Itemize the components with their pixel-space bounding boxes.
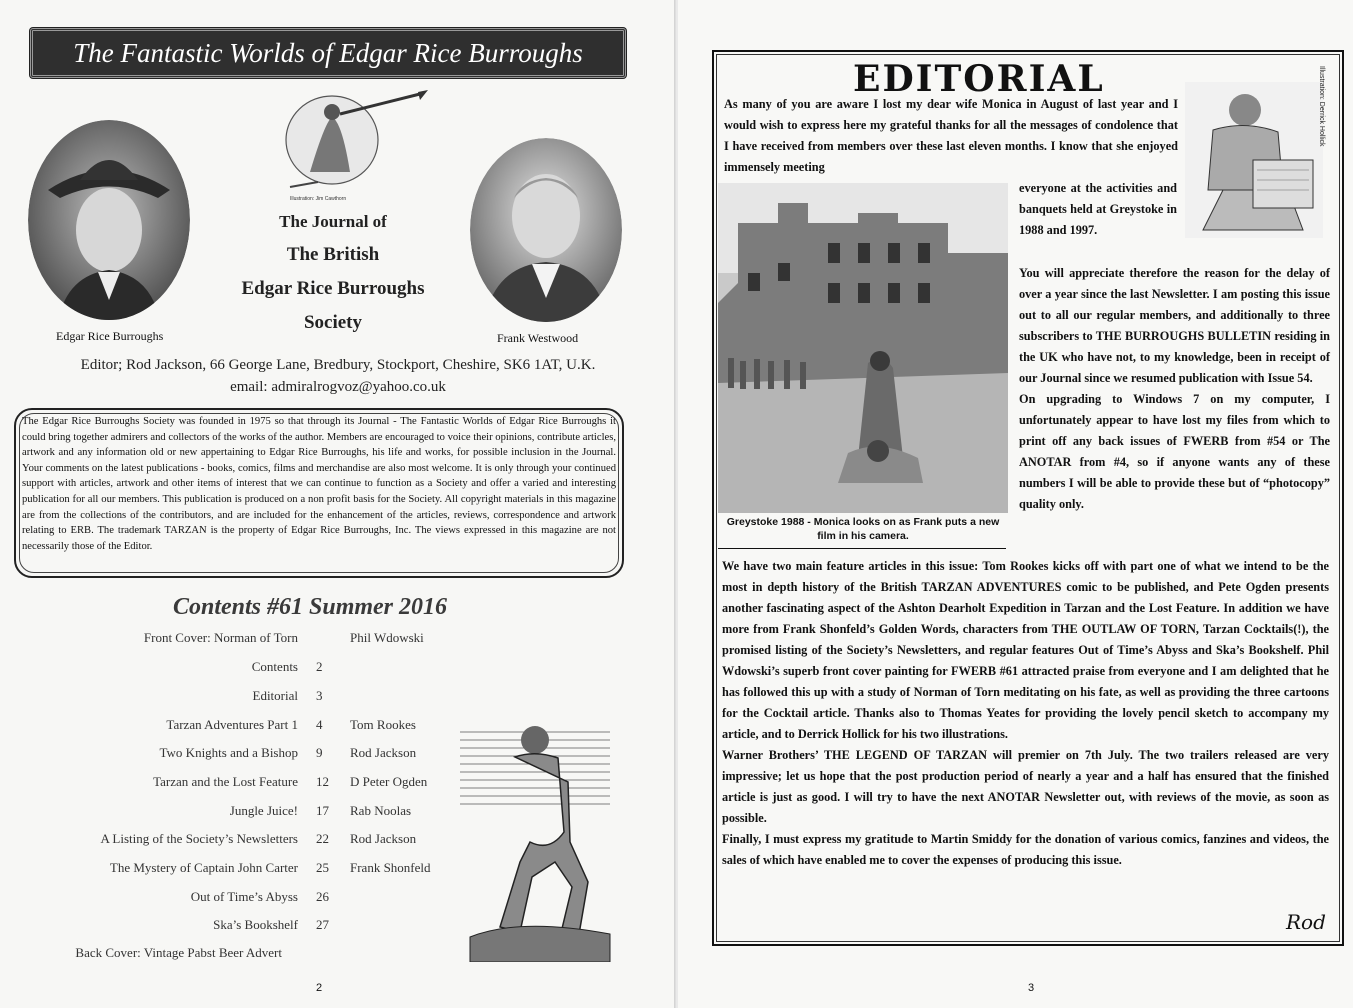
toc-author: D Peter Ogden [350,774,428,789]
journal-line-1: The Journal of [279,212,387,231]
toc-title: Out of Time’s Abyss [190,889,298,904]
editor-email: email: admiralrogvoz@yahoo.co.uk [230,379,446,395]
toc-page: 27 [316,917,329,932]
toc-page: 26 [316,889,329,904]
toc-page: 22 [316,831,329,846]
toc-author: Rod Jackson [350,745,417,760]
toc-author: Tom Rookes [350,717,416,732]
left-page [0,0,676,1008]
toc-page: 9 [316,745,323,760]
editorial-title: EDITORIAL [853,58,1105,100]
toc-title: Tarzan and the Lost Feature [153,774,298,789]
society-info-box: The Edgar Rice Burroughs Society was founded in 1975 so that through its Journal - The Fantastic Worlds of Edgar Rice Burroughs it could bring together admirers and collectors of the works of the author. Members are encouraged to voice their opinions, contribute articles, artwork and any information old or new appertaining to Edgar Rice Burroughs, his life and works, for possible inclusion in the Journal. Your comments on the latest publications - books, comics, films and merchandise are also most welcome. It is only through your continued support with articles, artwork and other items of interest that we can continue to function as a Society and offer a varied and interesting publication for all our members. This publication is produced on a non profit basis for the Society. All copyright materials in this magazine are from the collections of the contributors, and are included for the enhancement of the articles, reviews, correspondence and artwork relating to ERB. The trademark TARZAN is the property of Edgar Rice Burroughs, Inc. The views expressed in this magazine are not necessarily those of the Editor. [14,408,624,578]
tarzan-crouching-illustration [460,712,620,962]
toc-title: Two Knights and a Bishop [159,745,298,760]
page-number: 2 [316,982,323,994]
editorial-paragraphs-2-3 [1019,263,1330,515]
erb-caption: Edgar Rice Burroughs [56,329,164,343]
photo-caption: Greystoke 1988 - Monica looks on as Frank puts a new film in his camera. [726,516,1000,542]
signature: Rod [1286,910,1326,934]
editorial-paragraph-1: As many of you are aware I lost my dear wife Monica in August of last year and I would wish to express here my grateful thanks for all the messages of condolence that I have received from members over these last eleven months. I know that she enjoyed immensely meeting [724,97,1178,174]
toc-title: Front Cover: Norman of Torn [143,630,298,645]
page-number: 3 [1028,982,1035,994]
frank-westwood-portrait [470,138,622,322]
toc-title: Ska’s Bookshelf [213,917,298,932]
toc-author: Frank Shonfeld [350,860,431,875]
journal-line-3: Edgar Rice Burroughs [241,278,425,299]
editorial-paragraph-6: Finally, I must express my gratitude to Martin Smiddy for the donation of various comics, fanzines and videos, the sales of which have enabled me to cover the expenses of producing this issue. [722,832,1329,867]
toc-title: Jungle Juice! [229,803,298,818]
journal-line-2: The British [286,244,380,265]
editorial-paragraph-3: On upgrading to Windows 7 on my computer, I unfortunately appear to have lost my files from which to print off any back issues of FWERB from #54 or The ANOTAR from #4, so if anyone wants any of these numbers I will be able to provide these but of “photocopy” quality only. [1019,392,1330,511]
journal-line-4: Society [303,312,363,333]
toc-author: Rab Noolas [350,803,412,818]
toc-row[interactable] [0,688,660,708]
toc-title: Contents [251,659,298,674]
right-page [678,0,1353,1008]
toc-title: Back Cover: Vintage Pabst Beer Advert [75,945,282,960]
illustration-credit: Illustration: Derrick Hollick [1318,66,1325,147]
editorial-paragraph-1-continued: everyone at the activities and banquets held at Greystoke in 1988 and 1997. [1019,181,1177,237]
warrior-illustration [1183,80,1325,240]
toc-page: 17 [316,803,329,818]
toc-page: 3 [316,688,323,703]
editor-address: Editor; Rod Jackson, 66 George Lane, Bredbury, Stockport, Cheshire, SK6 1AT, U.K. [80,357,596,373]
toc-title: The Mystery of Captain John Carter [109,860,298,875]
editorial-paragraph-5: Warner Brothers’ THE LEGEND OF TARZAN will premier on 7th July. The two trailers released are very impressive; let us hope that the post production period of nearly a year and a half has ensured that the finished article is just as good. I will try to have the next ANOTAR Newsletter out, with reviews of the movie, as soon as possible. [722,748,1329,825]
toc-title: A Listing of the Society’s Newsletters [100,831,298,846]
toc-row[interactable] [0,659,660,679]
toc-title: Editorial [252,688,298,703]
toc-title: Tarzan Adventures Part 1 [166,717,298,732]
toc-page: 4 [316,717,323,732]
toc-page: 2 [316,659,323,674]
erb-portrait [28,120,190,320]
toc-row[interactable] [0,630,660,650]
editorial-paragraphs-4-6 [722,556,1329,871]
caption-divider [718,548,1006,549]
toc-page: 25 [316,860,329,875]
toc-author: Phil Wdowski [350,630,424,645]
contents-title: Contents #61 Summer 2016 [172,594,448,620]
toc-page: 12 [316,774,329,789]
journal-banner: The Fantastic Worlds of Edgar Rice Burroughs [30,28,626,78]
editorial-paragraph-4: We have two main feature articles in this issue: Tom Rookes kicks off with part one of what we intend to be the most in depth history of the British TARZAN ADVENTURES comic to be published, and Pete Ogden presents another fascinating aspect of the Ashton Dearholt Expedition in Tarzan and the Lost Feature. In addition we have more from Frank Shonfeld’s Golden Words, characters from THE OUTLAW OF TORN, Tarzan Cocktails(!), the promised listing of the Society’s Newsletters, and regular features Out of Time’s Abyss and Ska’s Bookshelf. Phil Wdowski’s superb front cover painting for FWERB #61 attracted praise from everyone and I am delighted that he has followed this up with a study of Norman of Torn meditating on his fate, as well as providing the three cartoons for the Cocktail article. Thanks also to Thomas Yeates for providing the lovely pencil sketch to accompany my article, and to Derrick Hollick for his two illustrations. [722,559,1329,741]
greystoke-photo [718,183,1008,513]
tarzan-spear-illustration [270,82,430,192]
fw-caption: Frank Westwood [497,331,579,345]
editorial-paragraph-2: You will appreciate therefore the reason for the delay of over a year since the last Newsletter. I am posting this issue out to all our regular members, and additionally to three subscribers to THE BURROUGHS BULLETIN residing in the UK who have not, to my knowledge, been in receipt of our Journal since we resumed publication with Issue 54. [1019,266,1330,385]
illustration-credit: Illustration: Jim Cawthorn [290,196,347,202]
toc-author: Rod Jackson [350,831,417,846]
